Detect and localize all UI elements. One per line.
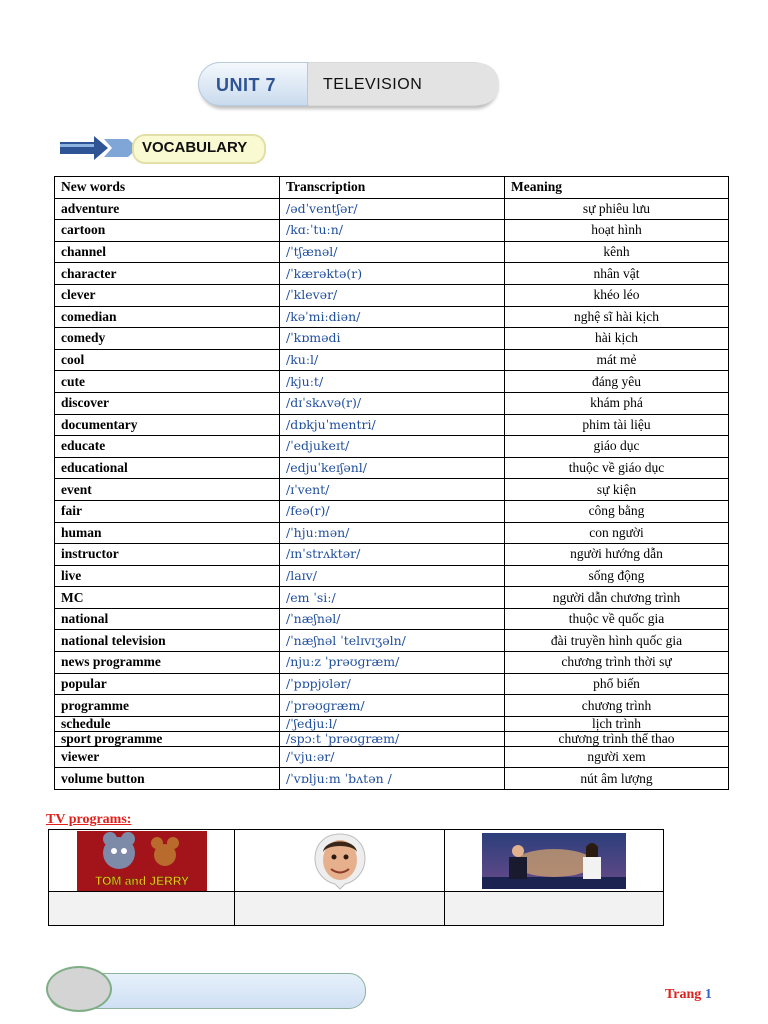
unit-label: UNIT 7 <box>216 75 277 95</box>
table-row <box>55 371 729 393</box>
transcription-cell: /ˈklevər/ <box>280 284 505 306</box>
news-anchors-image <box>482 833 626 889</box>
vocabulary-heading <box>60 133 270 163</box>
word-cell: programme <box>55 695 280 717</box>
word-cell: instructor <box>55 544 280 566</box>
meaning-cell: lịch trình <box>505 716 729 731</box>
word-cell: channel <box>55 241 280 263</box>
meaning-cell: chương trình <box>505 695 729 717</box>
word-cell: fair <box>55 500 280 522</box>
transcription-cell: /spɔːt ˈprəʊɡræm/ <box>280 731 505 746</box>
transcription-cell: /ˈhjuːmən/ <box>280 522 505 544</box>
word-cell: live <box>55 565 280 587</box>
word-cell: cartoon <box>55 220 280 242</box>
transcription-cell: /ədˈventʃər/ <box>280 198 505 220</box>
transcription-cell: /kuːl/ <box>280 349 505 371</box>
transcription-cell: /kjuːt/ <box>280 371 505 393</box>
transcription-cell: /ˈnæʃnəl/ <box>280 608 505 630</box>
table-row <box>55 414 729 436</box>
word-cell: popular <box>55 673 280 695</box>
word-cell: national television <box>55 630 280 652</box>
meaning-cell: nghệ sĩ hài kịch <box>505 306 729 328</box>
transcription-cell: /ˈpɒpjʊlər/ <box>280 673 505 695</box>
table-row <box>55 768 729 790</box>
vocabulary-label-box <box>132 134 266 164</box>
transcription-cell: /feə(r)/ <box>280 500 505 522</box>
word-cell: volume button <box>55 768 280 790</box>
vocabulary-table <box>54 176 729 790</box>
transcription-cell: /ˈedjukeɪt/ <box>280 436 505 458</box>
meaning-cell: thuộc về quốc gia <box>505 608 729 630</box>
table-row <box>55 328 729 350</box>
table-row <box>55 565 729 587</box>
page-number-value: 1 <box>704 987 712 1002</box>
meaning-cell: nhân vật <box>505 263 729 285</box>
meaning-cell: chương trình thời sự <box>505 652 729 674</box>
table-header-row <box>55 177 729 199</box>
table-row <box>55 746 729 768</box>
word-cell: viewer <box>55 746 280 768</box>
table-row <box>55 673 729 695</box>
meaning-cell: người hướng dẫn <box>505 544 729 566</box>
meaning-cell: hoạt hình <box>505 220 729 242</box>
meaning-cell: đáng yêu <box>505 371 729 393</box>
word-cell: adventure <box>55 198 280 220</box>
word-cell: sport programme <box>55 731 280 746</box>
table-row <box>55 457 729 479</box>
meaning-cell: phim tài liệu <box>505 414 729 436</box>
table-row <box>55 608 729 630</box>
tv-cell-news <box>445 830 664 892</box>
meaning-cell: sự kiện <box>505 479 729 501</box>
table-row <box>55 198 729 220</box>
table-row <box>55 479 729 501</box>
word-cell: character <box>55 263 280 285</box>
tom-and-jerry-logo-image <box>77 831 207 891</box>
table-row <box>55 306 729 328</box>
transcription-cell: /ˈkɒmədi <box>280 328 505 350</box>
unit-banner <box>198 62 500 108</box>
meaning-cell: chương trình thể thao <box>505 731 729 746</box>
tv-answer-cell-2[interactable] <box>235 892 445 926</box>
meaning-cell: khéo léo <box>505 284 729 306</box>
word-cell: comedian <box>55 306 280 328</box>
meaning-cell: đài truyền hình quốc gia <box>505 630 729 652</box>
table-row <box>55 716 729 731</box>
table-row <box>55 263 729 285</box>
word-cell: educational <box>55 457 280 479</box>
transcription-cell: /ɪnˈstrʌktər/ <box>280 544 505 566</box>
svg-text:TOM and JERRY: TOM and JERRY <box>94 873 189 888</box>
meaning-cell: công bằng <box>505 500 729 522</box>
transcription-cell: /ɪˈvent/ <box>280 479 505 501</box>
transcription-cell: /dɪˈskʌvə(r)/ <box>280 392 505 414</box>
table-row <box>55 284 729 306</box>
word-cell: educate <box>55 436 280 458</box>
table-row <box>55 731 729 746</box>
unit-title: TELEVISION <box>323 76 423 93</box>
meaning-cell: sống động <box>505 565 729 587</box>
table-row <box>55 241 729 263</box>
word-cell: human <box>55 522 280 544</box>
table-row <box>55 652 729 674</box>
meaning-cell: phổ biến <box>505 673 729 695</box>
unit-badge <box>198 62 308 106</box>
transcription-cell: /njuːz ˈprəʊɡræm/ <box>280 652 505 674</box>
word-cell: event <box>55 479 280 501</box>
tv-answer-cell-1[interactable] <box>49 892 235 926</box>
table-row <box>55 544 729 566</box>
tv-programs-label: TV programs: <box>46 812 132 827</box>
meaning-cell: con người <box>505 522 729 544</box>
meaning-cell: khám phá <box>505 392 729 414</box>
meaning-cell: hài kịch <box>505 328 729 350</box>
meaning-cell: sự phiêu lưu <box>505 198 729 220</box>
meaning-cell: mát mẻ <box>505 349 729 371</box>
table-row <box>55 500 729 522</box>
transcription-cell: /ˈprəʊɡræm/ <box>280 695 505 717</box>
table-row <box>55 522 729 544</box>
transcription-cell: /dɒkjuˈmentri/ <box>280 414 505 436</box>
footer-circle-decoration <box>46 966 112 1012</box>
transcription-cell: /laɪv/ <box>280 565 505 587</box>
transcription-cell: /ˈvjuːər/ <box>280 746 505 768</box>
tv-programs-table <box>48 829 664 926</box>
word-cell: national <box>55 608 280 630</box>
word-cell: discover <box>55 392 280 414</box>
column-header-meaning: Meaning <box>505 177 729 199</box>
transcription-cell: /ˈtʃænəl/ <box>280 241 505 263</box>
meaning-cell: người dẫn chương trình <box>505 587 729 609</box>
word-cell: comedy <box>55 328 280 350</box>
meaning-cell: kênh <box>505 241 729 263</box>
meaning-cell: giáo dục <box>505 436 729 458</box>
tv-cell-cartoon <box>49 830 235 892</box>
word-cell: clever <box>55 284 280 306</box>
table-row <box>55 349 729 371</box>
word-cell: schedule <box>55 716 280 731</box>
transcription-cell: /em ˈsiː/ <box>280 587 505 609</box>
table-row <box>55 392 729 414</box>
page-label: Trang <box>665 987 702 1002</box>
table-row <box>55 630 729 652</box>
column-header-words: New words <box>55 177 280 199</box>
vocabulary-label: VOCABULARY <box>142 139 248 156</box>
double-arrow-icon <box>60 135 140 161</box>
table-row <box>55 220 729 242</box>
transcription-cell: /kɑːˈtuːn/ <box>280 220 505 242</box>
word-cell: news programme <box>55 652 280 674</box>
table-row <box>55 587 729 609</box>
banner-title-box <box>290 63 499 105</box>
transcription-cell: /ˈvɒljuːm ˈbʌtən / <box>280 768 505 790</box>
transcription-cell: /kəˈmiːdiən/ <box>280 306 505 328</box>
transcription-cell: /ˈʃedjuːl/ <box>280 716 505 731</box>
transcription-cell: /edjuˈkeɪʃənl/ <box>280 457 505 479</box>
tv-cell-comedy <box>235 830 445 892</box>
meaning-cell: thuộc về giáo dục <box>505 457 729 479</box>
transcription-cell: /ˈkærəktə(r) <box>280 263 505 285</box>
transcription-cell: /ˈnæʃnəl ˈtelɪvɪʒəln/ <box>280 630 505 652</box>
word-cell: MC <box>55 587 280 609</box>
tv-answer-cell-3[interactable] <box>445 892 664 926</box>
meaning-cell: nút âm lượng <box>505 768 729 790</box>
page-number <box>665 987 712 1003</box>
word-cell: documentary <box>55 414 280 436</box>
word-cell: cool <box>55 349 280 371</box>
word-cell: cute <box>55 371 280 393</box>
table-row <box>55 695 729 717</box>
column-header-transcription: Transcription <box>280 177 505 199</box>
table-row <box>55 436 729 458</box>
mr-bean-face-image <box>313 832 367 890</box>
meaning-cell: người xem <box>505 746 729 768</box>
